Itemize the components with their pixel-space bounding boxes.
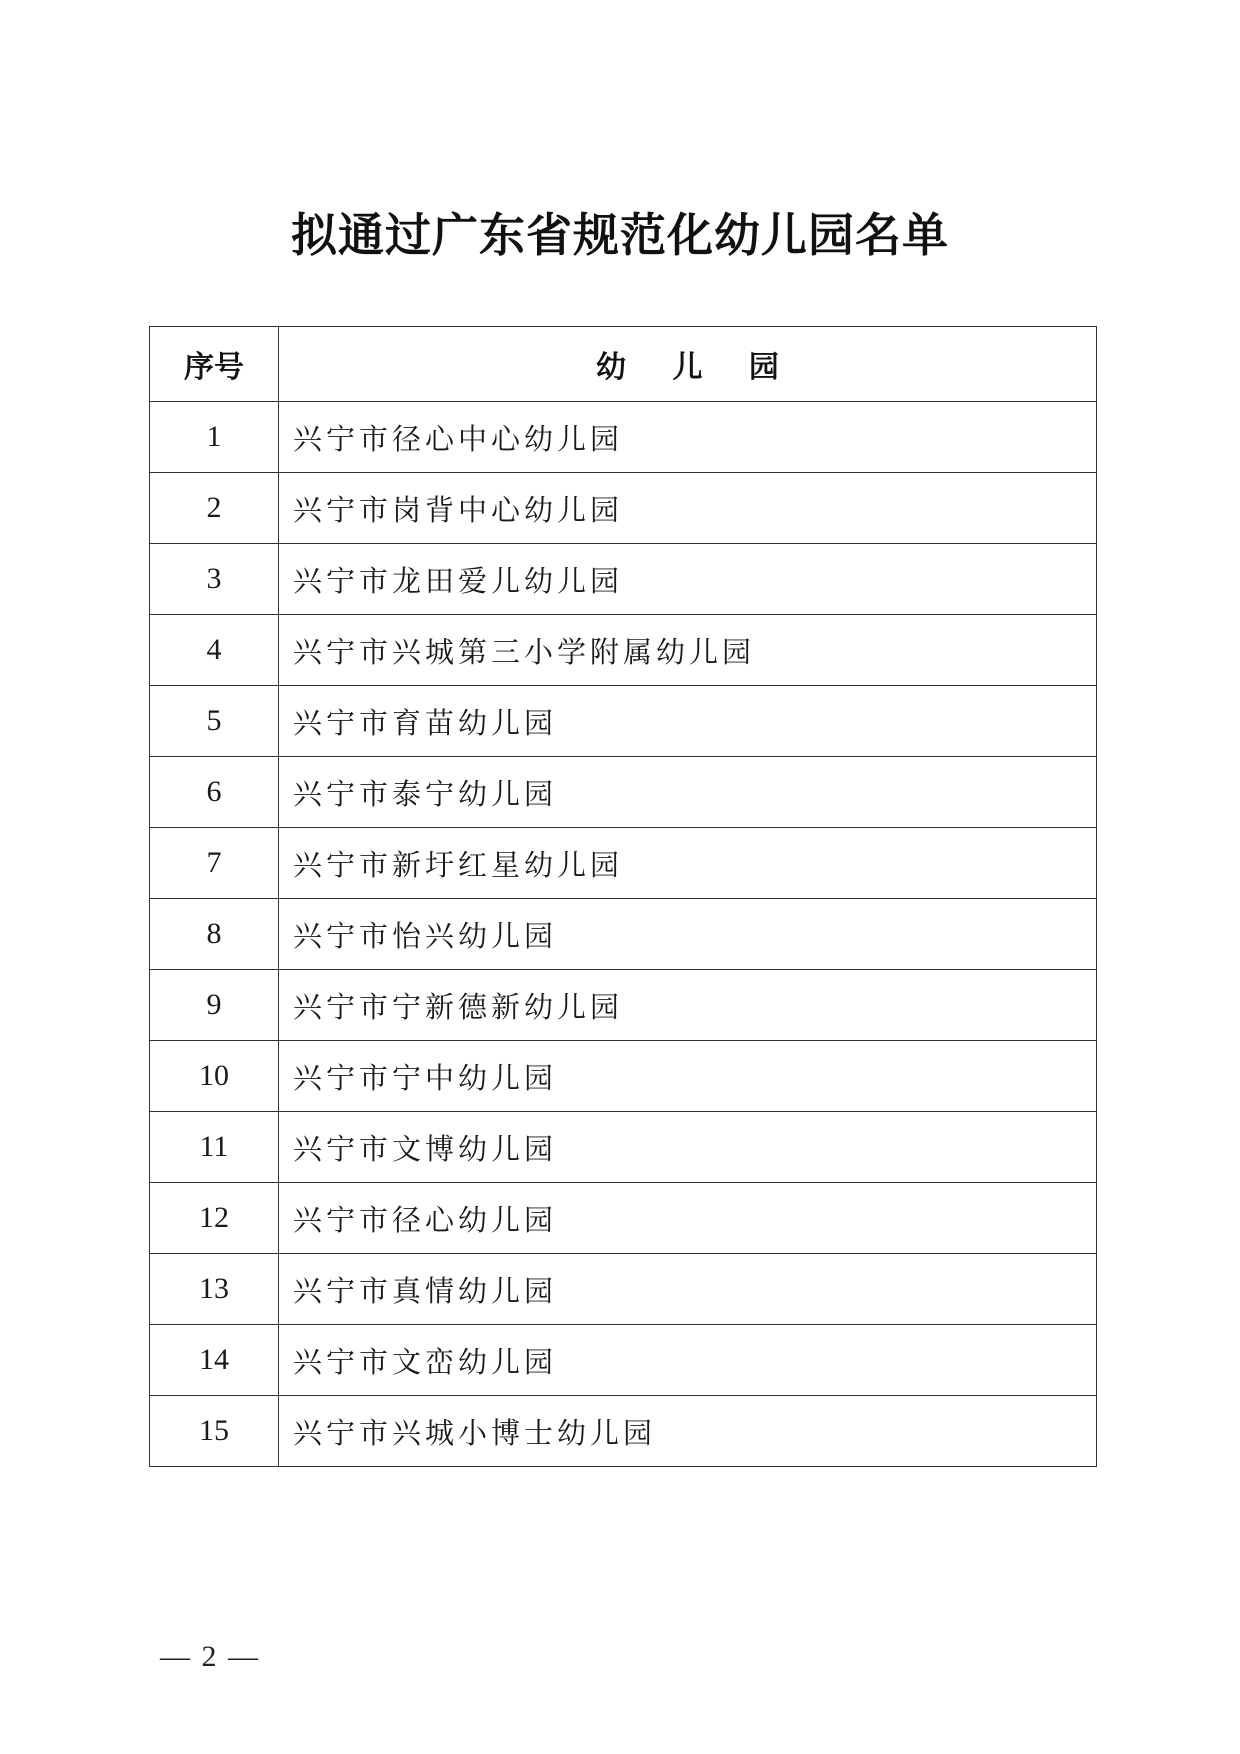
table-row <box>150 899 1097 970</box>
row-number: 1 <box>150 402 279 473</box>
table-row <box>150 757 1097 828</box>
table-row <box>150 828 1097 899</box>
row-number: 14 <box>150 1325 279 1396</box>
row-number: 3 <box>150 544 279 615</box>
table-row <box>150 1254 1097 1325</box>
table-row <box>150 473 1097 544</box>
row-number: 9 <box>150 970 279 1041</box>
row-kindergarten-name: 兴宁市文博幼儿园 <box>279 1112 1097 1183</box>
table-row <box>150 1112 1097 1183</box>
row-number: 13 <box>150 1254 279 1325</box>
row-kindergarten-name: 兴宁市岗背中心幼儿园 <box>279 473 1097 544</box>
row-number: 10 <box>150 1041 279 1112</box>
row-number: 5 <box>150 686 279 757</box>
row-kindergarten-name: 兴宁市宁新德新幼儿园 <box>279 970 1097 1041</box>
row-kindergarten-name: 兴宁市龙田爱儿幼儿园 <box>279 544 1097 615</box>
row-number: 12 <box>150 1183 279 1254</box>
row-kindergarten-name: 兴宁市径心幼儿园 <box>279 1183 1097 1254</box>
row-kindergarten-name: 兴宁市文峦幼儿园 <box>279 1325 1097 1396</box>
table-row <box>150 544 1097 615</box>
row-number: 4 <box>150 615 279 686</box>
row-kindergarten-name: 兴宁市径心中心幼儿园 <box>279 402 1097 473</box>
page-number: — 2 — <box>160 1640 260 1673</box>
header-serial-number: 序号 <box>150 327 279 402</box>
row-number: 8 <box>150 899 279 970</box>
row-number: 2 <box>150 473 279 544</box>
table-row <box>150 615 1097 686</box>
row-number: 7 <box>150 828 279 899</box>
page-title: 拟通过广东省规范化幼儿园名单 <box>291 208 949 262</box>
table-row <box>150 970 1097 1041</box>
row-kindergarten-name: 兴宁市怡兴幼儿园 <box>279 899 1097 970</box>
table-row <box>150 402 1097 473</box>
row-kindergarten-name: 兴宁市泰宁幼儿园 <box>279 757 1097 828</box>
row-kindergarten-name: 兴宁市兴城第三小学附属幼儿园 <box>279 615 1097 686</box>
row-kindergarten-name: 兴宁市育苗幼儿园 <box>279 686 1097 757</box>
row-number: 6 <box>150 757 279 828</box>
row-kindergarten-name: 兴宁市兴城小博士幼儿园 <box>279 1396 1097 1467</box>
table-row <box>150 1396 1097 1467</box>
table-row <box>150 686 1097 757</box>
table-row <box>150 1041 1097 1112</box>
row-kindergarten-name: 兴宁市宁中幼儿园 <box>279 1041 1097 1112</box>
header-kindergarten: 幼 儿 园 <box>279 327 1097 402</box>
table-row <box>150 1183 1097 1254</box>
table-row <box>150 1325 1097 1396</box>
row-kindergarten-name: 兴宁市真情幼儿园 <box>279 1254 1097 1325</box>
table-header-row <box>150 327 1097 402</box>
kindergarten-table <box>149 326 1097 1467</box>
row-kindergarten-name: 兴宁市新圩红星幼儿园 <box>279 828 1097 899</box>
row-number: 11 <box>150 1112 279 1183</box>
row-number: 15 <box>150 1396 279 1467</box>
